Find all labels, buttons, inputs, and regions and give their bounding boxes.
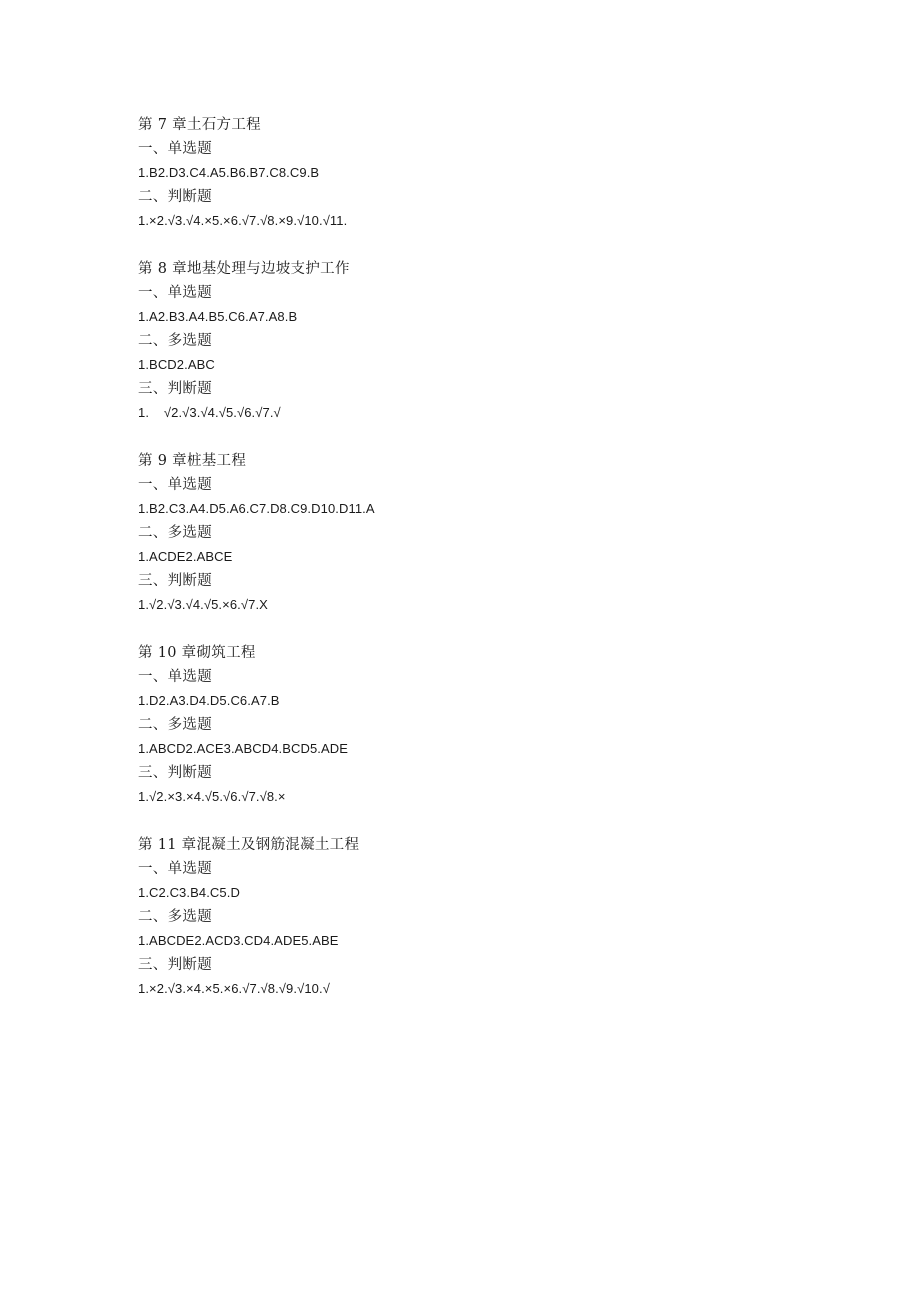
section-heading: 三、判断题 [138, 765, 212, 781]
answer-line: 1.BCD2.ABC [138, 357, 215, 372]
chapter-11 [138, 833, 838, 1001]
chapter-9 [138, 449, 838, 617]
section-heading: 二、判断题 [138, 189, 212, 205]
section-heading: 三、判断题 [138, 573, 212, 589]
section-heading: 二、多选题 [138, 717, 212, 733]
section-heading: 一、单选题 [138, 141, 212, 157]
section-heading: 一、单选题 [138, 477, 212, 493]
chapter-8 [138, 257, 838, 425]
answer-line: 1.ACDE2.ABCE [138, 549, 233, 564]
answer-line: 1.B2.D3.C4.A5.B6.B7.C8.C9.B [138, 165, 320, 180]
chapter-title: 第 8 章地基处理与边坡支护工作 [138, 261, 350, 277]
answer-line: 1.ABCD2.ACE3.ABCD4.BCD5.ADE [138, 741, 349, 756]
section-heading: 二、多选题 [138, 333, 212, 349]
section-heading: 二、多选题 [138, 909, 212, 925]
document-page [138, 113, 838, 1025]
chapter-10 [138, 641, 838, 809]
chapter-7 [138, 113, 838, 233]
answer-line: 1.A2.B3.A4.B5.C6.A7.A8.B [138, 309, 298, 324]
section-heading: 二、多选题 [138, 525, 212, 541]
answer-line: 1.×2.√3.×4.×5.×6.√7.√8.√9.√10.√ [138, 981, 330, 996]
section-heading: 三、判断题 [138, 957, 212, 973]
section-heading: 一、单选题 [138, 669, 212, 685]
answer-line: 1.C2.C3.B4.C5.D [138, 885, 240, 900]
answer-line: 1.×2.√3.√4.×5.×6.√7.√8.×9.√10.√11. [138, 213, 348, 228]
answer-line: 1.√2.√3.√4.√5.×6.√7.X [138, 597, 268, 612]
answer-line: 1.B2.C3.A4.D5.A6.C7.D8.C9.D10.D11.A [138, 501, 375, 516]
section-heading: 一、单选题 [138, 861, 212, 877]
answer-line: 1. √2.√3.√4.√5.√6.√7.√ [138, 405, 281, 420]
answer-line: 1.D2.A3.D4.D5.C6.A7.B [138, 693, 280, 708]
section-heading: 三、判断题 [138, 381, 212, 397]
chapter-title: 第 7 章土石方工程 [138, 117, 261, 133]
answer-line: 1.√2.×3.×4.√5.√6.√7.√8.× [138, 789, 286, 804]
chapter-title: 第 9 章桩基工程 [138, 453, 247, 469]
section-heading: 一、单选题 [138, 285, 212, 301]
chapter-title: 第 11 章混凝土及钢筋混凝土工程 [138, 837, 360, 853]
chapter-title: 第 10 章砌筑工程 [138, 645, 256, 661]
answer-line: 1.ABCDE2.ACD3.CD4.ADE5.ABE [138, 933, 339, 948]
